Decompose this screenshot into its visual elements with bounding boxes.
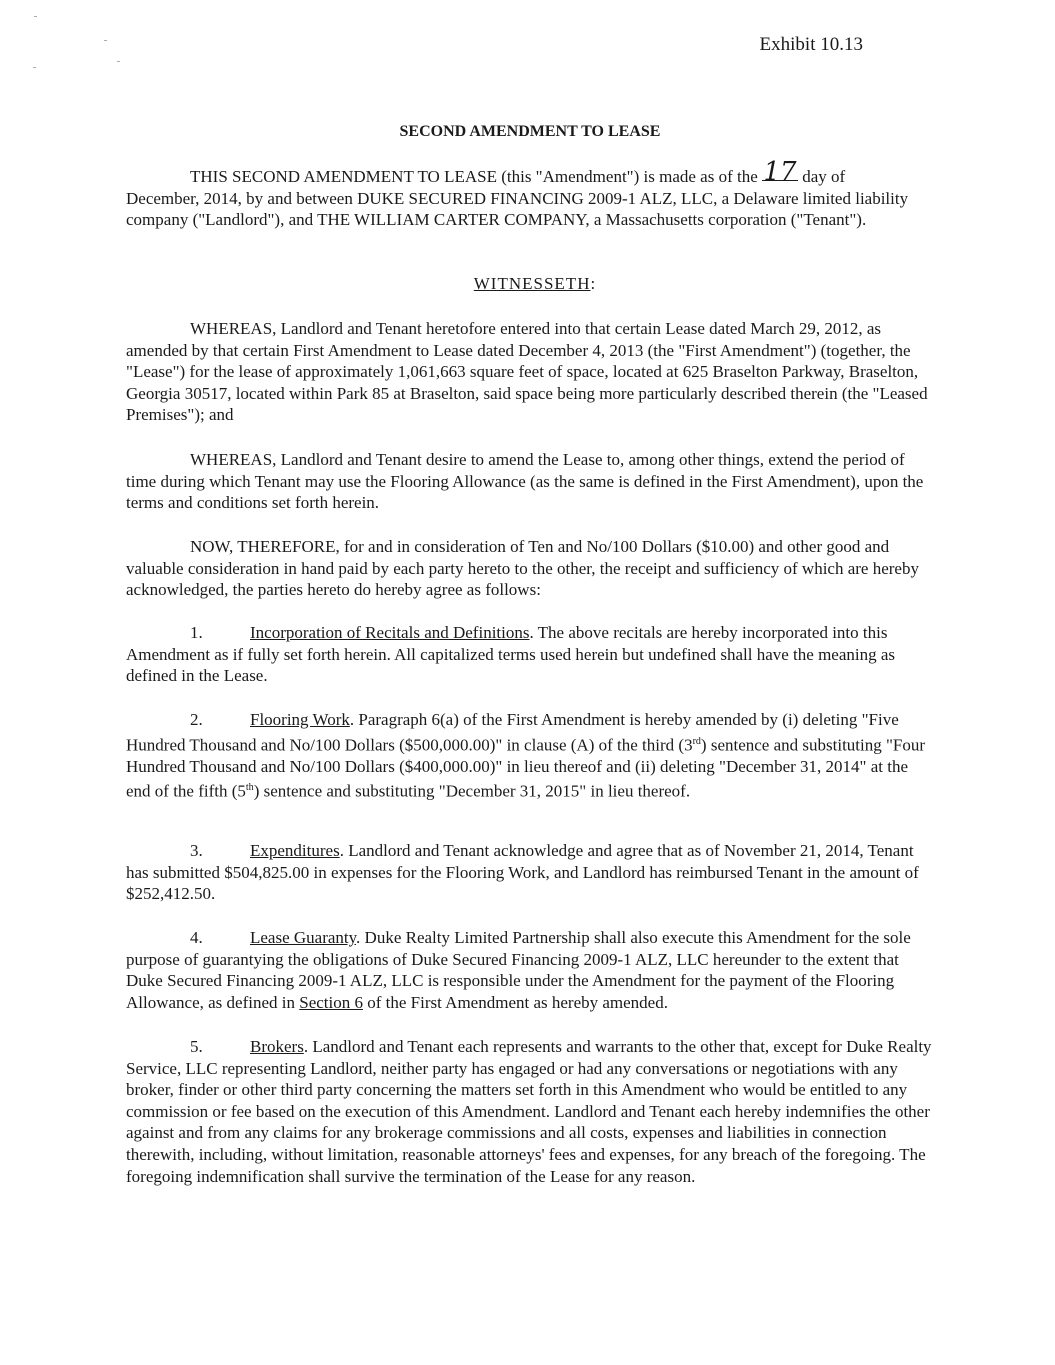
scan-speck	[33, 67, 36, 68]
witnesseth-heading	[0, 274, 1055, 294]
intro-first-line	[126, 157, 932, 188]
recital-paragraph	[126, 536, 932, 601]
ordinal-superscript: rd	[692, 735, 701, 747]
section-text: of the First Amendment as hereby amended.	[363, 992, 668, 1012]
witnesseth-letters: WITNESSETH	[473, 274, 591, 293]
intro-text-before-day: THIS SECOND AMENDMENT TO LEASE (this "Amendment") is made as of the	[190, 167, 758, 186]
section-heading: Brokers	[250, 1037, 304, 1056]
section-number: 5.	[190, 1037, 203, 1056]
section-reference: Section 6	[299, 992, 363, 1012]
recital-paragraph	[126, 449, 932, 514]
exhibit-label: Exhibit 10.13	[759, 34, 863, 55]
handwritten-day: 17	[763, 157, 797, 187]
section-text: ) sentence and substituting "December 31, 2015" in lieu thereof.	[253, 782, 691, 802]
section-number: 4.	[190, 928, 203, 947]
section-4	[126, 927, 932, 1013]
section-text: . Duke Realty Limited Partnership shall also execute this Amendment for the sole purpose of guarantying the obligations of Duke Secured Financing 2009-1 ALZ, LLC hereunder to the extent that Duke Secured Financing 2009-1 ALZ, LLC is responsible under the Amendment for the payment of the Flooring Allowance, as defined in	[126, 928, 911, 1012]
document-title: SECOND AMENDMENT TO LEASE	[399, 123, 661, 140]
recital-text: WHEREAS, Landlord and Tenant heretofore entered into that certain Lease dated March 29, 2012, as amended by that certain First Amendment to Lease dated December 4, 2013 (the "First Amendment") (together, the "Lease") for the lease of approximately 1,061,663 square feet of space, located at 625 Braselton Parkway, Braselton, Georgia 30517, located within Park 85 at Braselton, said space being more particularly described therein (the "Leased Premises"); and	[126, 319, 928, 425]
section-text: . The above recitals are hereby incorporated into this Amendment as if fully set forth herein. All capitalized terms used herein but undefined shall have the meaning as defined in the Lease.	[126, 623, 896, 686]
intro-text-after-day: day of	[802, 167, 846, 186]
section-heading: Flooring Work	[250, 710, 350, 729]
scan-speck	[104, 40, 107, 41]
section-2	[126, 709, 932, 803]
section-text: . Paragraph 6(a) of the First Amendment is hereby amended by (i) deleting "Five Hundred Thousand and No/100 Dollars ($500,000.00)" in clause (A) of the third (3	[126, 710, 899, 755]
section-number: 3.	[190, 841, 203, 860]
section-heading: Incorporation of Recitals and Definitions	[250, 623, 530, 642]
section-text: . Landlord and Tenant each represents and warrants to the other that, except for Duke Realty Service, LLC representing Landlord, neither party has engaged or had any conversations or negotiations with any broker, finder or other third party concerning the matters set forth in this Amendment who would be entitled to any commission or fee based on the execution of this Amendment. Landlord and Tenant each hereby indemnifies the other against and from any claims for any brokerage commissions and all costs, expenses and liabilities in connection therewith, including, without limitation, reasonable attorneys' fees and expenses, for any breach of the foregoing. The foregoing indemnification shall survive the termination of the Lease for any reason.	[126, 1037, 932, 1186]
witnesseth-colon: :	[590, 274, 597, 293]
section-5	[126, 1036, 932, 1187]
scan-speck	[117, 61, 120, 62]
intro-paragraph	[126, 157, 932, 231]
section-text: . Landlord and Tenant acknowledge and agree that as of November 21, 2014, Tenant has submitted $504,825.00 in expenses for the Flooring Work, and Landlord has reimbursed Tenant in the amount of $252,412.50.	[126, 841, 919, 904]
section-text: ) sentence and substituting "Four Hundred Thousand and No/100 Dollars ($400,000.00)" in lieu thereof and (ii) deleting "December 31, 2014" at the end of the fifth (5	[126, 735, 926, 802]
scan-speck	[34, 16, 37, 17]
recital-text: WHEREAS, Landlord and Tenant desire to amend the Lease to, among other things, extend the period of time during which Tenant may use the Flooring Allowance (as the same is defined in the First Amendment), upon the terms and conditions set forth herein.	[126, 450, 924, 513]
intro-rest: December, 2014, by and between DUKE SECURED FINANCING 2009-1 ALZ, LLC, a Delaware limited liability company ("Landlord"), and THE WILLIAM CARTER COMPANY, a Massachusetts corporation ("Tenant").	[126, 188, 909, 230]
section-3	[126, 840, 932, 905]
section-heading: Expenditures	[250, 841, 340, 860]
ordinal-superscript: th	[245, 782, 254, 794]
section-number: 2.	[190, 710, 203, 729]
recital-text: NOW, THEREFORE, for and in consideration of Ten and No/100 Dollars ($10.00) and other good and valuable consideration in hand paid by each party hereto to the other, the receipt and sufficiency of which are hereby acknowledged, the parties hereto do hereby agree as follows:	[126, 537, 919, 600]
section-heading: Lease Guaranty	[250, 928, 357, 947]
recital-paragraph	[126, 318, 932, 426]
section-1	[126, 622, 932, 687]
section-number: 1.	[190, 623, 203, 642]
